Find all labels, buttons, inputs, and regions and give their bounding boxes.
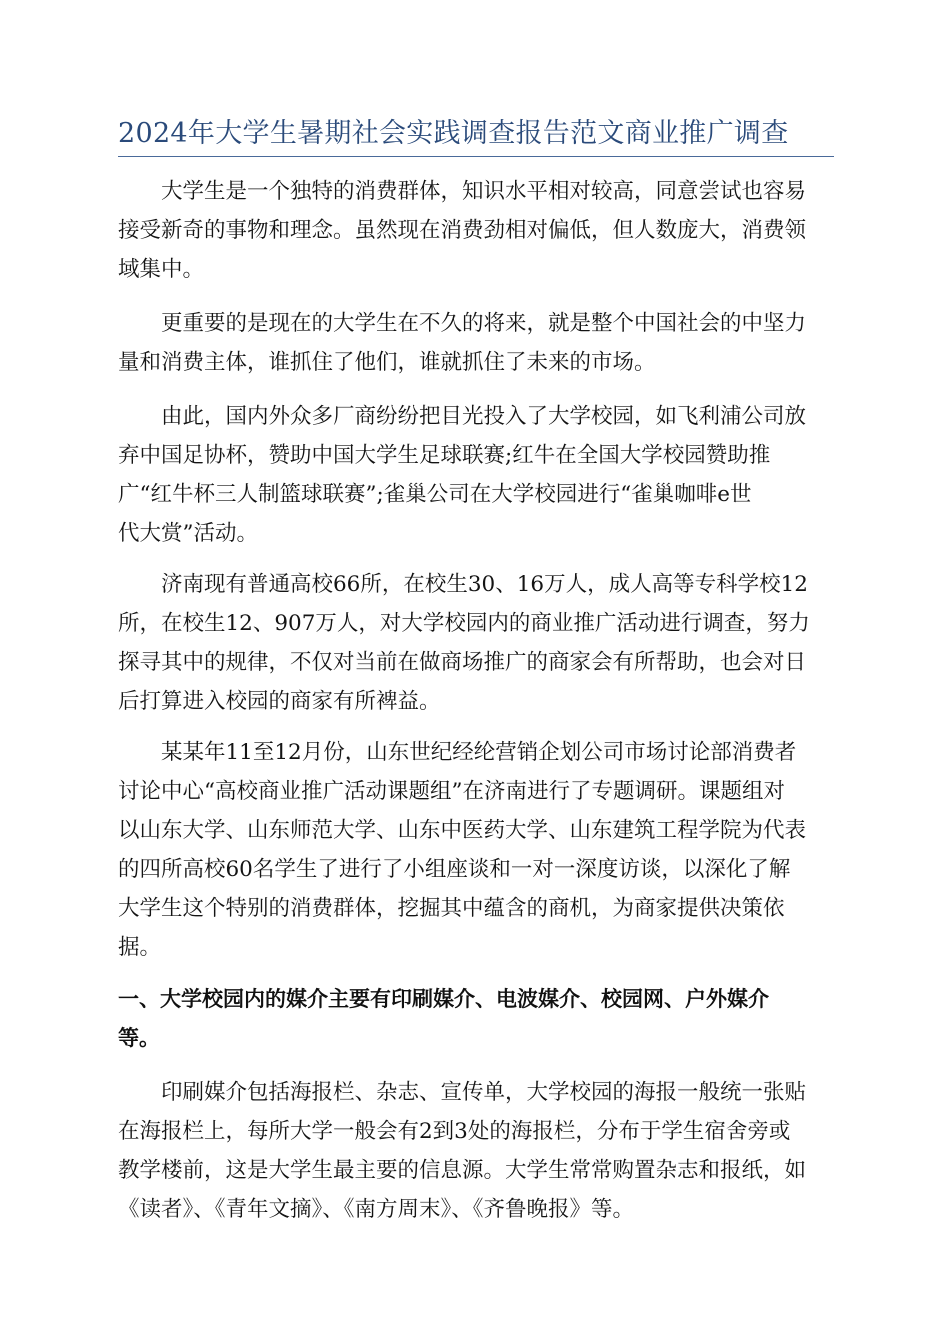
paragraph [118, 304, 830, 382]
paragraph-line: 更重要的是现在的大学生在不久的将来，就是整个中国社会的中坚力 [161, 311, 807, 336]
paragraph [118, 397, 830, 553]
paragraph [118, 172, 830, 289]
paragraph [118, 733, 830, 967]
paragraph-line: 印刷媒介包括海报栏、杂志、宣传单，大学校园的海报一般统一张贴 [161, 1080, 807, 1105]
paragraph-line: 弃中国足协杯，赞助中国大学生足球联赛;红牛在全国大学校园赞助推 [118, 443, 771, 468]
paragraph-line: 探寻其中的规律，不仅对当前在做商场推广的商家会有所帮助，也会对日 [118, 650, 807, 675]
paragraph-line: 大学生是一个独特的消费群体，知识水平相对较高，同意尝试也容易 [161, 179, 807, 204]
heading-line: 等。 [118, 1026, 160, 1050]
paragraph-line: 量和消费主体，谁抓住了他们，谁就抓住了未来的市场。 [118, 350, 656, 375]
paragraph-line: 济南现有普通高校66所，在校生30、16万人，成人高等专科学校12 [161, 572, 808, 597]
paragraph-line: 域集中。 [118, 257, 205, 282]
paragraph-line: 教学楼前，这是大学生最主要的信息源。大学生常常购置杂志和报纸，如 [118, 1158, 807, 1183]
paragraph-line: 在海报栏上，每所大学一般会有2到3处的海报栏，分布于学生宿舍旁或 [118, 1119, 791, 1144]
paragraph-line: 接受新奇的事物和理念。虽然现在消费劲相对偏低，但人数庞大，消费领 [118, 218, 807, 243]
paragraph-line: 以山东大学、山东师范大学、山东中医药大学、山东建筑工程学院为代表 [118, 818, 807, 843]
paragraph [118, 1073, 830, 1229]
title-underline [118, 156, 834, 157]
paragraph [118, 565, 830, 721]
document-title: 2024年大学生暑期社会实践调查报告范文商业推广调查 [118, 118, 789, 149]
heading-line: 一、大学校园内的媒介主要有印刷媒介、电波媒介、校园网、户外媒介 [118, 987, 769, 1011]
paragraph-line: 讨论中心“高校商业推广活动课题组”在济南进行了专题调研。课题组对 [118, 779, 785, 804]
paragraph-line: 大学生这个特别的消费群体，挖掘其中蕴含的商机，为商家提供决策依 [118, 896, 785, 921]
section-heading [118, 980, 830, 1058]
paragraph-line: 后打算进入校园的商家有所裨益。 [118, 689, 441, 714]
paragraph-line: 的四所高校60名学生了进行了小组座谈和一对一深度访谈，以深化了解 [118, 857, 791, 882]
paragraph-line: 由此，国内外众多厂商纷纷把目光投入了大学校园，如飞利浦公司放 [161, 404, 807, 429]
paragraph-line: 《读者》、《青年文摘》、《南方周末》、《齐鲁晚报》等。 [118, 1197, 635, 1222]
paragraph-line: 某某年11至12月份，山东世纪经纶营销企划公司市场讨论部消费者 [161, 740, 797, 765]
paragraph-line: 据。 [118, 935, 162, 960]
paragraph-line: 广“红牛杯三人制篮球联赛”;雀巢公司在大学校园进行“雀巢咖啡e世 [118, 482, 752, 507]
paragraph-line: 代大赏”活动。 [118, 521, 258, 546]
paragraph-line: 所，在校生12、907万人，对大学校园内的商业推广活动进行调查，努力 [118, 611, 810, 636]
